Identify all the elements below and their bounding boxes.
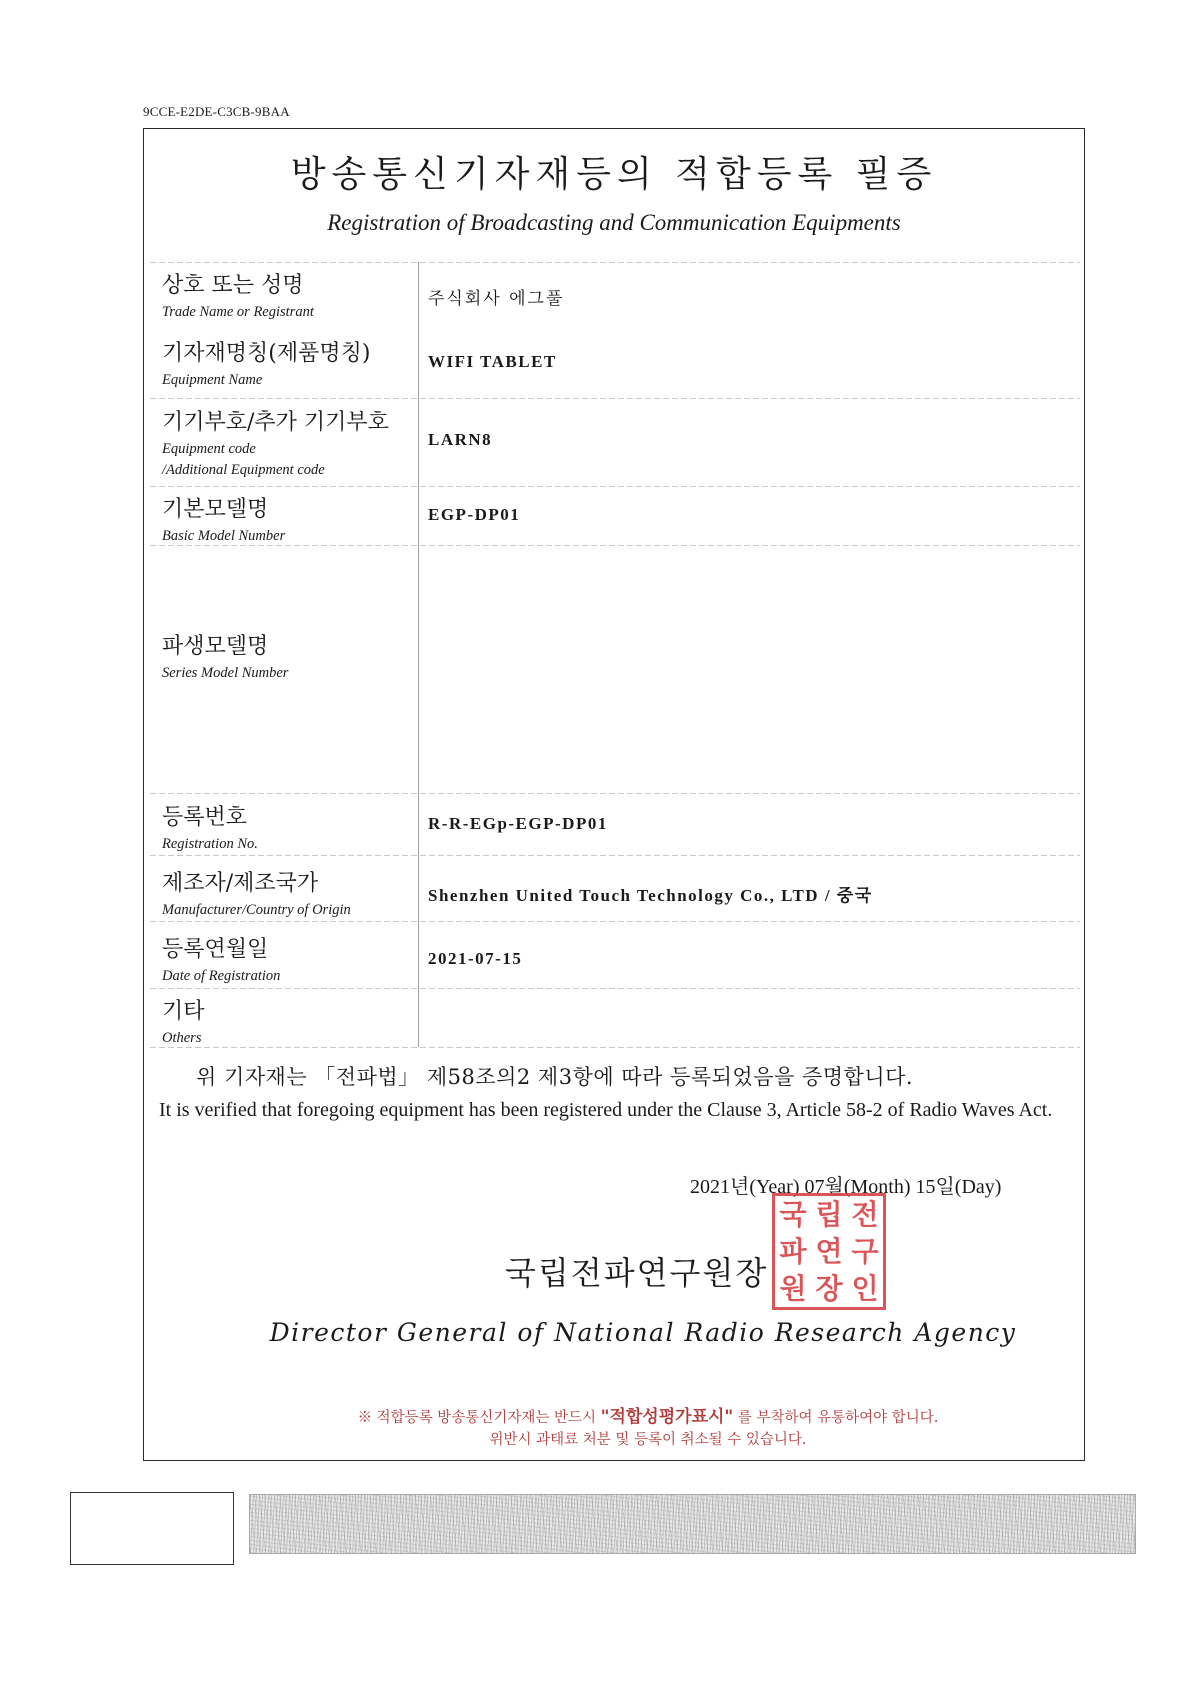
field-value-basic-model: EGP-DP01 [428,505,521,524]
notice-line-2: 위반시 과태료 처분 및 등록이 취소될 수 있습니다. [489,1432,807,1448]
field-label-basic-model: 기본모델명 Basic Model Number [162,497,286,544]
field-value-equipment-name: WIFI TABLET [428,352,557,371]
field-label-series-model: 파생모델명 Series Model Number [162,634,289,681]
seal-char: 장 [815,1271,843,1305]
certification-statement-english: It is verified that foregoing equipment has been registered under the Clause 3, Article 58-2 of Radio Waves Act. [159,1099,1053,1121]
blank-box [70,1492,234,1565]
notice-line-1: ※ 적합등록 방송통신기자재는 반드시 "적합성평가표시" 를 부착하여 유통하여야 합니다. [357,1407,939,1427]
row-separator [150,398,1080,399]
row-separator [150,262,1080,263]
field-label-registration-date: 등록연월일 Date of Registration [162,937,281,984]
row-separator [150,486,1080,487]
row-separator [150,988,1080,989]
field-label-others: 기타 Others [162,999,205,1046]
field-value-registration-date: 2021-07-15 [428,949,523,968]
seal-char: 국 [779,1197,807,1231]
field-label-equipment-code: 기기부호/추가 기기부호 Equipment code /Additional Equipment code [162,410,389,478]
seal-char: 립 [815,1197,843,1231]
certificate-title-korean: 방송통신기자재등의 적합등록 필증 [290,154,938,195]
document-code: 9CCE-E2DE-C3CB-9BAA [143,104,290,119]
field-value-registration-no: R-R-EGp-EGP-DP01 [428,814,608,833]
notice-emphasis: "적합성평가표시" [600,1407,734,1427]
issuer-english: Director General of National Radio Research Agency [269,1318,1017,1347]
seal-char: 원 [779,1271,807,1305]
field-label-registration-no: 등록번호 Registration No. [162,805,258,852]
column-divider [418,262,419,1047]
certificate-title-english: Registration of Broadcasting and Communication Equipments [327,210,901,235]
field-value-equipment-code: LARN8 [428,430,493,449]
redacted-barcode-strip [249,1494,1136,1554]
field-value-trade-name: 주식회사 에그풀 [428,289,565,309]
official-seal-stamp [772,1193,886,1310]
field-label-trade-name: 상호 또는 성명 Trade Name or Registrant [162,273,314,320]
row-separator [150,921,1080,922]
seal-char: 연 [815,1234,843,1268]
row-separator [150,793,1080,794]
field-value-manufacturer: Shenzhen United Touch Technology Co., LTD / 중국 [428,886,873,905]
seal-char: 전 [851,1197,879,1231]
field-label-equipment-name: 기자재명칭(제품명칭) Equipment Name [162,341,371,388]
field-label-manufacturer: 제조자/제조국가 Manufacturer/Country of Origin [162,871,351,918]
row-separator [150,855,1080,856]
certification-statement-korean: 위 기자재는 「전파법」 제58조의2 제3항에 따라 등록되었음을 증명합니다. [196,1065,914,1089]
seal-char: 구 [851,1234,879,1268]
seal-char: 파 [779,1234,807,1268]
issue-date: 2021년(Year) 07월(Month) 15일(Day) [690,1176,1002,1198]
issuer-korean: 국립전파연구원장 [505,1254,769,1292]
seal-char: 인 [851,1271,879,1305]
